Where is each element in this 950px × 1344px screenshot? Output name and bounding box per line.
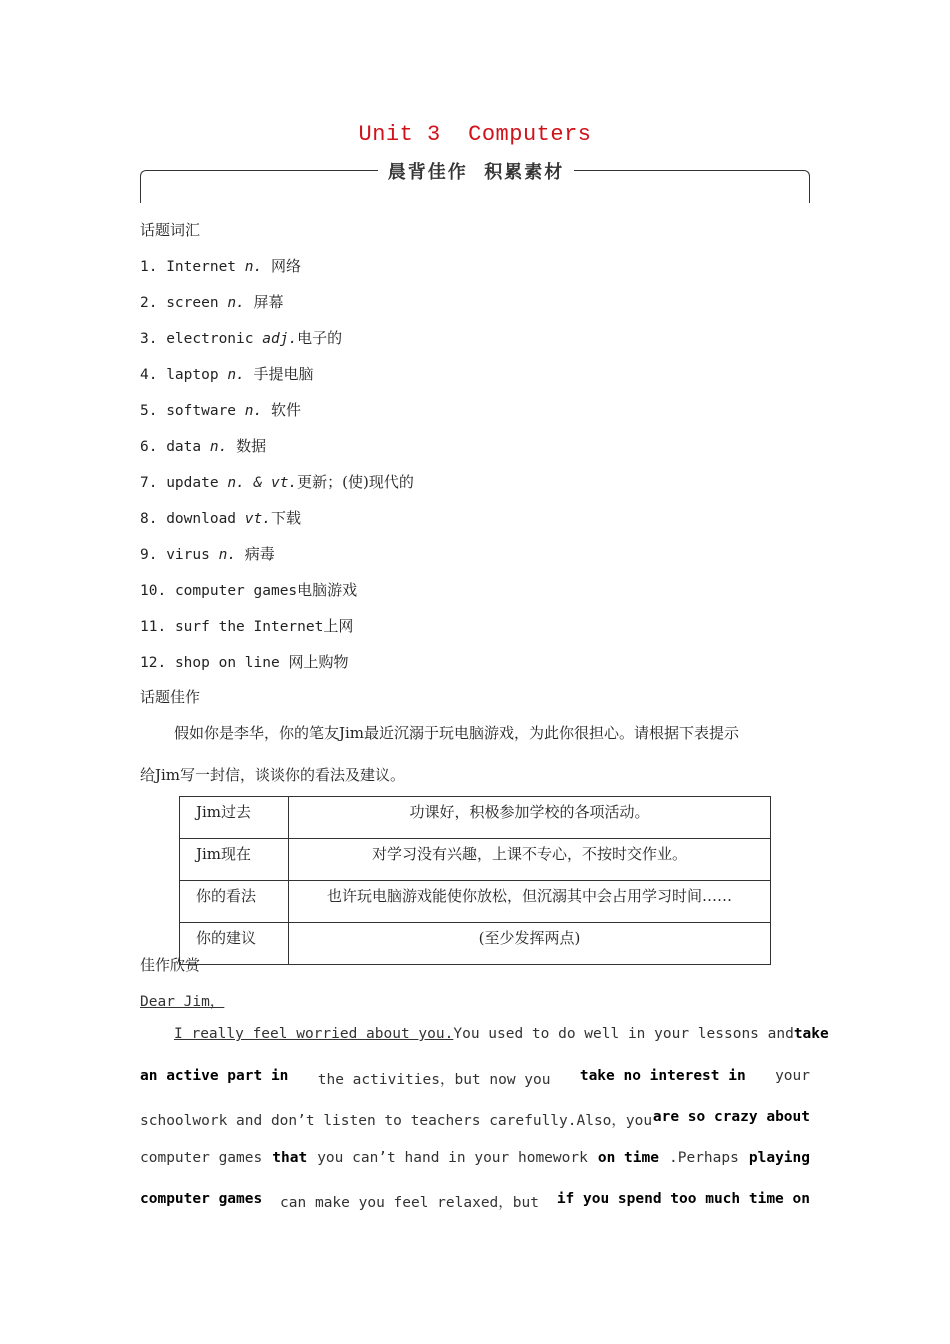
table-label-cell: Jim现在 <box>180 839 289 881</box>
table-content-cell: 也许玩电脑游戏能使你放松，但沉溺其中会占用学习时间…… <box>289 881 771 923</box>
banner-corner-left <box>140 170 147 203</box>
letter-salutation: Dear Jim， <box>140 994 225 1010</box>
vocab-item: 12. shop on line 网上购物 <box>140 653 349 671</box>
vocab-item: 4. laptop n. 手提电脑 <box>140 365 314 383</box>
vocab-item: 8. download vt.下载 <box>140 509 301 527</box>
table-row <box>180 839 771 881</box>
table-content-cell: 功课好，积极参加学校的各项活动。 <box>289 797 771 839</box>
vocab-heading: 话题词汇 <box>140 221 201 239</box>
banner-corner-right <box>803 170 810 203</box>
vocab-item: 1. Internet n. 网络 <box>140 257 301 275</box>
essay-line: I really feel worried about you. You used to do well in your lessons and take <box>174 1026 829 1042</box>
table-content-cell: (至少发挥两点) <box>289 923 771 965</box>
table-label-cell: 你的建议 <box>180 923 289 965</box>
section-banner <box>140 158 810 204</box>
writing-heading: 话题佳作 <box>140 688 201 706</box>
essay-line: computer games can make you feel relaxed，but if you spend too much time on <box>140 1191 810 1211</box>
vocab-item: 11. surf the Internet上网 <box>140 617 354 635</box>
prompt-line-1: 假如你是李华，你的笔友Jim最近沉溺于玩电脑游戏，为此你很担心。请根据下表提示 <box>174 724 740 742</box>
table-row <box>180 797 771 839</box>
vocab-item: 10. computer games电脑游戏 <box>140 581 358 599</box>
vocab-item: 5. software n. 软件 <box>140 401 301 419</box>
vocab-item: 2. screen n. 屏幕 <box>140 293 284 311</box>
page-title: Unit 3 Computers <box>358 122 592 147</box>
table-row <box>180 881 771 923</box>
prompt-line-2: 给Jim写一封信，谈谈你的看法及建议。 <box>140 766 406 784</box>
vocab-item: 9. virus n. 病毒 <box>140 545 275 563</box>
essay-line: computer games that you can’t hand in your homework on time .Perhaps playing <box>140 1150 810 1166</box>
banner-rule-left <box>146 170 378 171</box>
banner-rule-right <box>574 170 804 171</box>
vocab-item: 6. data n. 数据 <box>140 437 267 455</box>
table-content-cell: 对学习没有兴趣，上课不专心，不按时交作业。 <box>289 839 771 881</box>
table-label-cell: 你的看法 <box>180 881 289 923</box>
essay-line: an active part in the activities，but now you take no interest in your <box>140 1068 810 1088</box>
banner-label: 晨背佳作 积累素材 <box>387 162 565 183</box>
essay-line: schoolwork and don’t listen to teachers carefully.Also，you are so crazy about <box>140 1109 810 1129</box>
table-row <box>180 923 771 965</box>
prompt-table <box>179 796 771 965</box>
vocab-item: 3. electronic adj.电子的 <box>140 329 343 347</box>
appreciation-heading: 佳作欣赏 <box>140 956 201 974</box>
vocab-item: 7. update n. & vt.更新；(使)现代的 <box>140 473 414 491</box>
table-label-cell: Jim过去 <box>180 797 289 839</box>
